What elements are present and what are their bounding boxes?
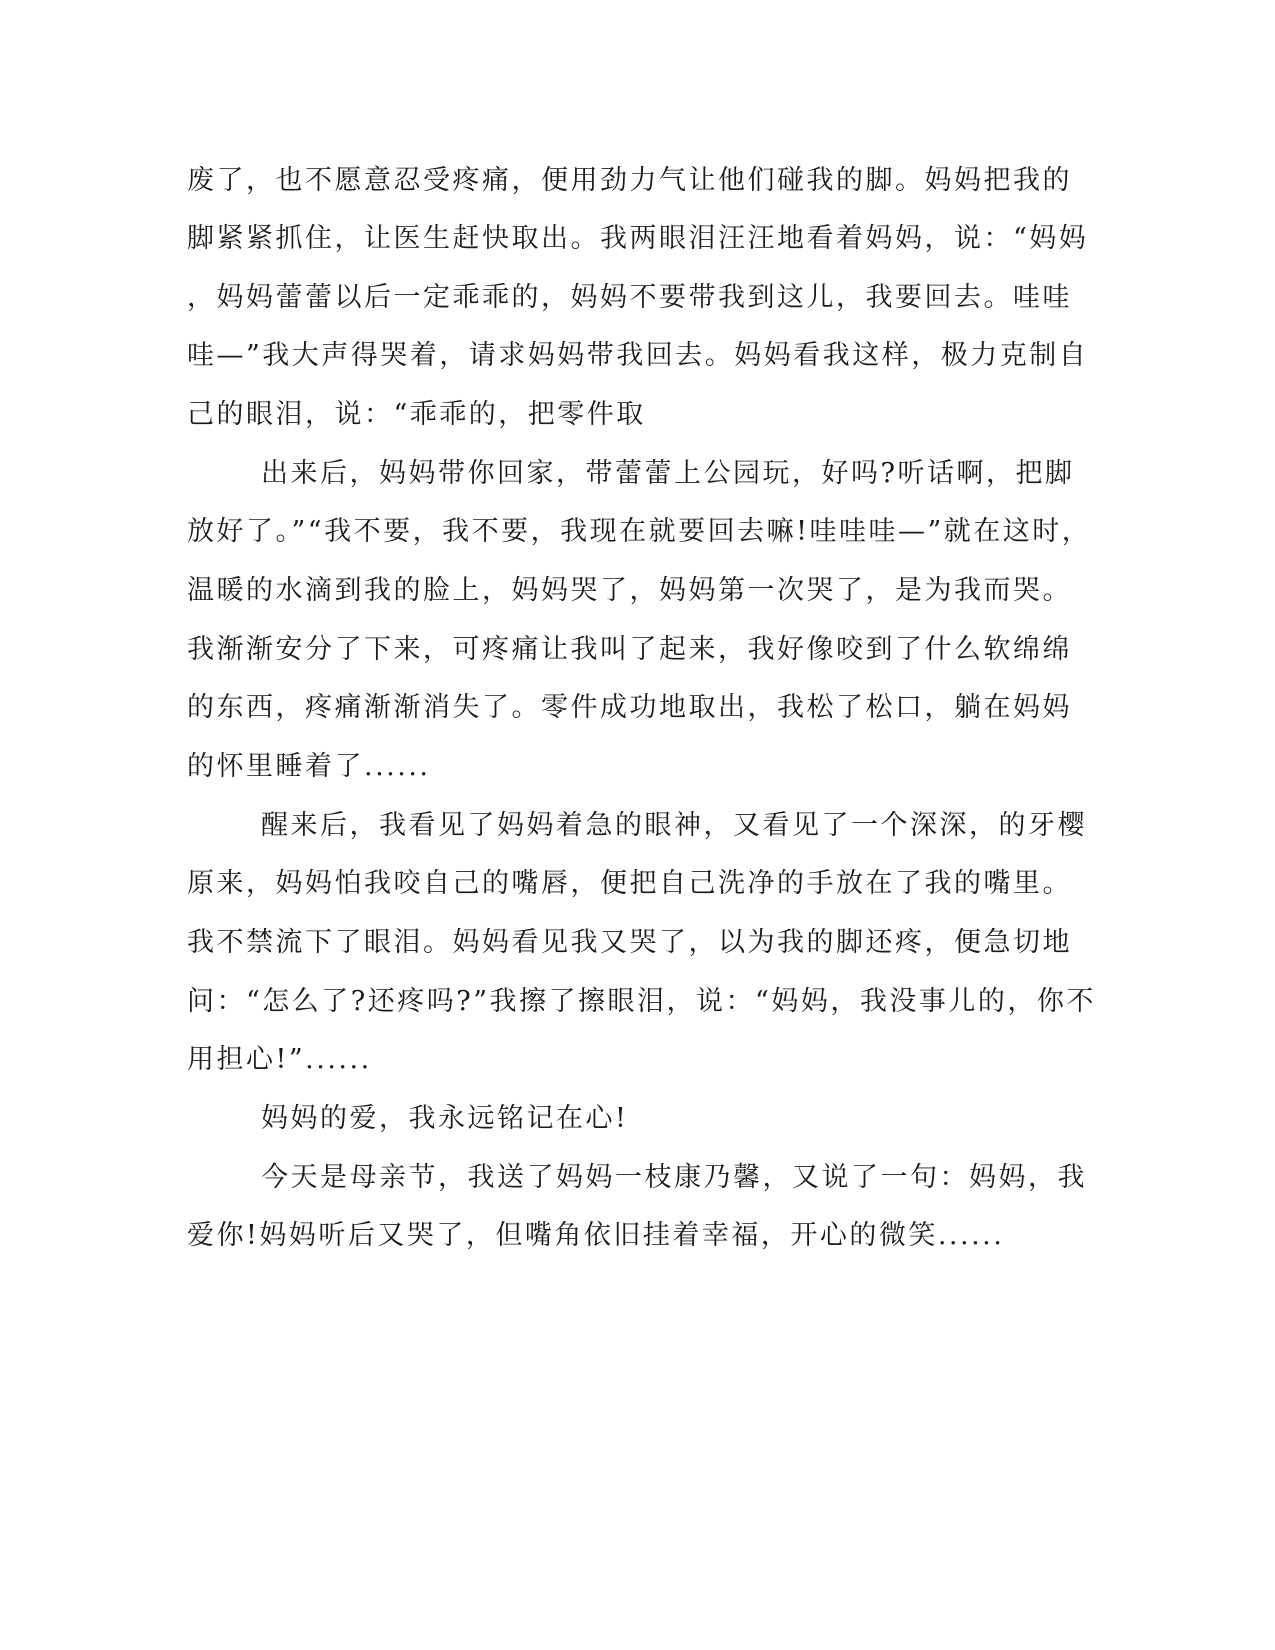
text-line: 原来，妈妈怕我咬自己的嘴唇，便把自己洗净的手放在了我的嘴里。 — [187, 868, 1072, 899]
text-line: 今天是母亲节，我送了妈妈一枝康乃馨，又说了一句：妈妈，我 — [261, 1162, 1087, 1193]
text-line: 妈妈的爱，我永远铭记在心! — [261, 1103, 629, 1134]
text-line: 出来后，妈妈带你回家，带蕾蕾上公园玩，好吗?听话啊，把脚 — [261, 458, 1075, 489]
text-line: 的东西，疼痛渐渐消失了。零件成功地取出，我松了松口，躺在妈妈 — [187, 692, 1072, 723]
text-line: 的怀里睡着了...... — [187, 751, 431, 782]
text-line: 爱你!妈妈听后又哭了，但嘴角依旧挂着幸福，开心的微笑...... — [187, 1220, 1005, 1251]
text-line: 我不禁流下了眼泪。妈妈看见我又哭了，以为我的脚还疼，便急切地 — [187, 927, 1072, 958]
text-line: 温暖的水滴到我的脸上，妈妈哭了，妈妈第一次哭了，是为我而哭。 — [187, 575, 1072, 606]
text-line: 脚紧紧抓住，让医生赶快取出。我两眼泪汪汪地看着妈妈，说：“妈妈 — [187, 223, 1089, 254]
text-line: 问：“怎么了?还疼吗?”我擦了擦眼泪，说：“妈妈，我没事儿的，你不 — [187, 986, 1096, 1017]
text-line: 我渐渐安分了下来，可疼痛让我叫了起来，我好像咬到了什么软绵绵 — [187, 634, 1072, 665]
text-line: 放好了。”“我不要，我不要，我现在就要回去嘛!哇哇哇—”就在这时， — [187, 516, 1092, 547]
text-line: 醒来后，我看见了妈妈着急的眼神，又看见了一个深深，的牙樱 — [261, 810, 1087, 841]
text-line: 用担心!”...... — [187, 1044, 372, 1075]
text-line: ，妈妈蕾蕾以后一定乖乖的，妈妈不要带我到这儿，我要回去。哇哇 — [187, 282, 1072, 313]
text-line: 哇—”我大声得哭着，请求妈妈带我回去。妈妈看我这样，极力克制自 — [187, 340, 1089, 371]
text-line: 废了，也不愿意忍受疼痛，便用劲力气让他们碰我的脚。妈妈把我的 — [187, 165, 1072, 196]
text-line: 己的眼泪，说：“乖乖的，把零件取 — [187, 399, 646, 430]
